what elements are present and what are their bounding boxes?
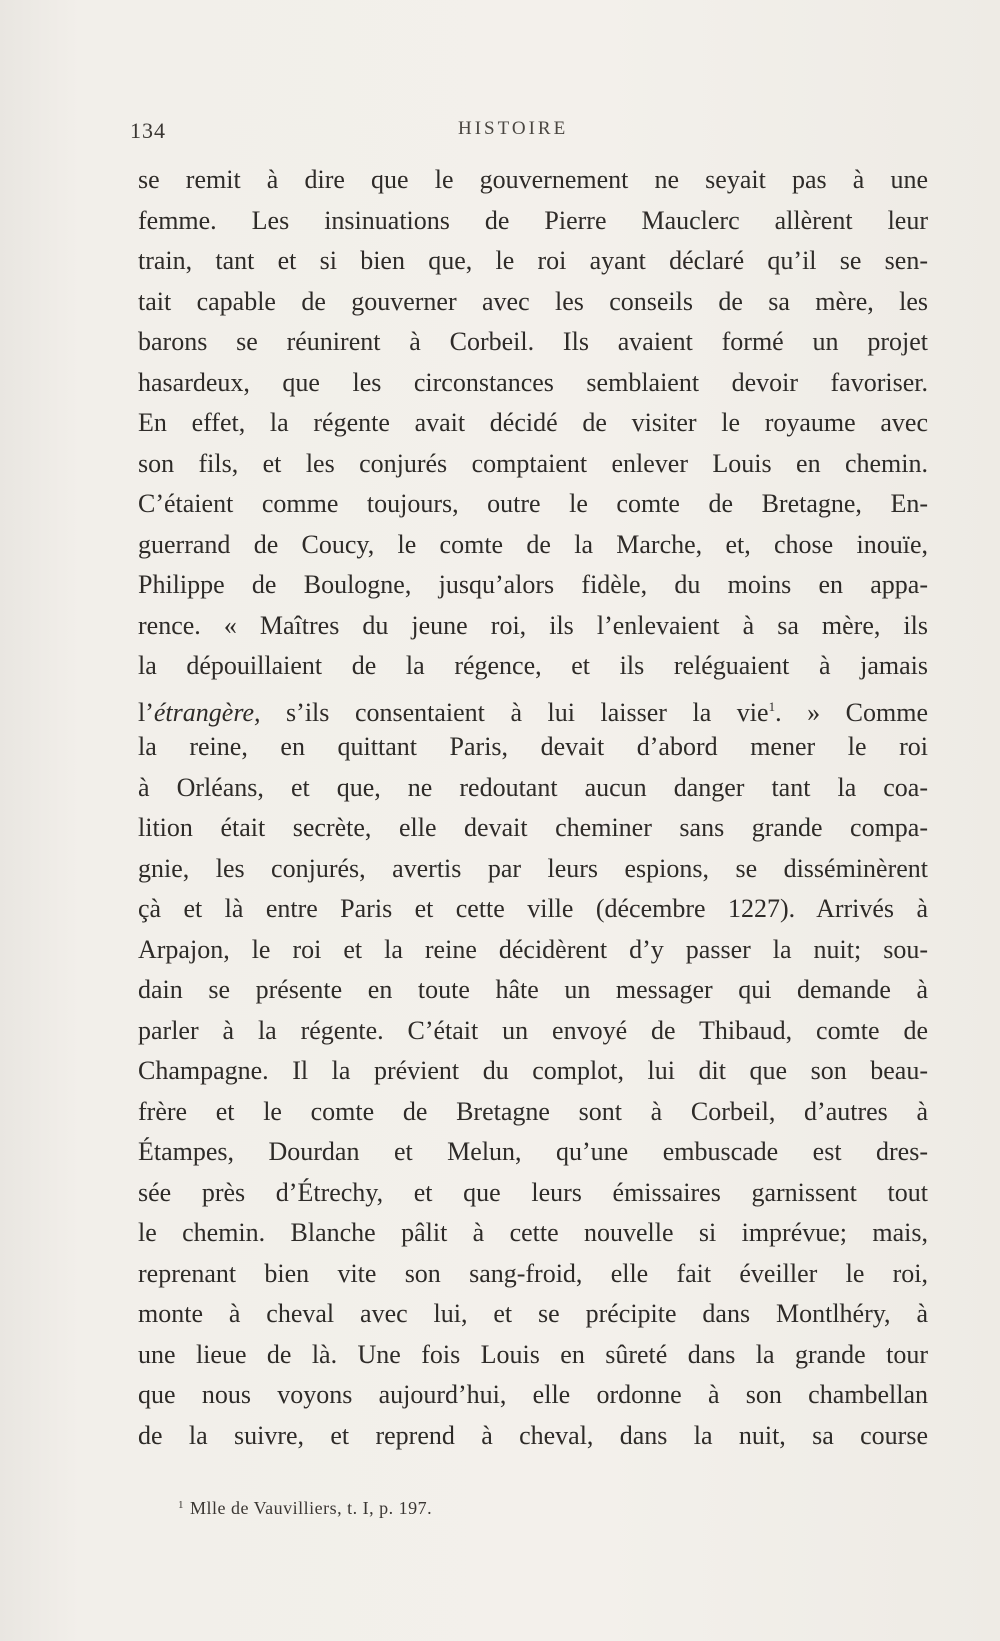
text-line: son fils, et les conjurés comptaient enlever Louis en chemin.: [138, 448, 928, 478]
text-line: reprenant bien vite son sang-froid, elle fait éveiller le roi,: [138, 1258, 928, 1288]
text-line: gnie, les conjurés, avertis par leurs espions, se disséminèrent: [138, 853, 928, 883]
running-head: HISTOIRE: [458, 118, 569, 139]
text-line: En effet, la régente avait décidé de visiter le royaume avec: [138, 408, 928, 437]
text-line: çà et là entre Paris et cette ville (décembre 1227). Arrivés à: [138, 894, 928, 923]
text-line: sée près d’Étrechy, et que leurs émissaires garnissent tout: [138, 1177, 928, 1207]
text-line: tait capable de gouverner avec les conseils de sa mère, les: [138, 286, 928, 316]
text-line: lition était secrète, elle devait cheminer sans grande compa-: [138, 813, 928, 842]
text-line: dain se présente en toute hâte un messager qui demande à: [138, 975, 928, 1004]
text-line: le chemin. Blanche pâlit à cette nouvelle si imprévue; mais,: [138, 1218, 928, 1247]
text-line: la reine, en quittant Paris, devait d’abord mener le roi: [138, 732, 928, 761]
text-line: train, tant et si bien que, le roi ayant déclaré qu’il se sen-: [138, 246, 928, 275]
text-line: hasardeux, que les circonstances semblaient devoir favoriser.: [138, 367, 928, 397]
page-header: [130, 118, 930, 152]
text-line: Étampes, Dourdan et Melun, qu’une embuscade est dres-: [138, 1137, 928, 1166]
text-line: guerrand de Coucy, le comte de la Marche, et, chose inouïe,: [138, 529, 928, 559]
text-line: Philippe de Boulogne, jusqu’alors fidèle, du moins en appa-: [138, 570, 928, 599]
text-line: de la suivre, et reprend à cheval, dans la nuit, sa course: [138, 1420, 928, 1450]
body-text: [138, 160, 928, 1456]
page-number: 134: [130, 118, 166, 143]
text-line: à Orléans, et que, ne redoutant aucun danger tant la coa-: [138, 772, 928, 802]
text-line: se remit à dire que le gouvernement ne seyait pas à une: [138, 165, 928, 194]
text-line: C’étaient comme toujours, outre le comte de Bretagne, En-: [138, 489, 928, 518]
text-fragment: . » Comme: [775, 697, 928, 727]
text-line: la dépouillaient de la régence, et ils reléguaient à jamais: [138, 651, 928, 680]
italic-word: étrangère,: [153, 697, 261, 727]
text-line: femme. Les insinuations de Pierre Mauclerc allèrent leur: [138, 205, 928, 235]
text-line: que nous voyons aujourd’hui, elle ordonne à son chambellan: [138, 1380, 928, 1409]
text-fragment: s’ils consentaient à lui laisser la vie: [260, 697, 769, 727]
footnote-text: Mlle de Vauvilliers, t. I, p. 197.: [190, 1498, 433, 1518]
text-line: barons se réunirent à Corbeil. Ils avaient formé un projet: [138, 327, 928, 356]
text-line: Champagne. Il la prévient du complot, lui dit que son beau-: [138, 1056, 928, 1085]
footnote: [178, 1498, 432, 1519]
text-line: frère et le comte de Bretagne sont à Corbeil, d’autres à: [138, 1096, 928, 1126]
footnote-reference[interactable]: 1: [768, 698, 776, 714]
text-line: rence. « Maîtres du jeune roi, ils l’enlevaient à sa mère, ils: [138, 610, 928, 640]
text-line-with-italic: [138, 687, 928, 728]
text-line: monte à cheval avec lui, et se précipite dans Montlhéry, à: [138, 1299, 928, 1328]
text-fragment: l’: [138, 697, 154, 727]
footnote-mark: 1: [178, 1499, 184, 1511]
text-line: une lieue de là. Une fois Louis en sûreté dans la grande tour: [138, 1339, 928, 1369]
text-line: Arpajon, le roi et la reine décidèrent d’y passer la nuit; sou-: [138, 934, 928, 964]
text-line: parler à la régente. C’était un envoyé de Thibaud, comte de: [138, 1015, 928, 1045]
